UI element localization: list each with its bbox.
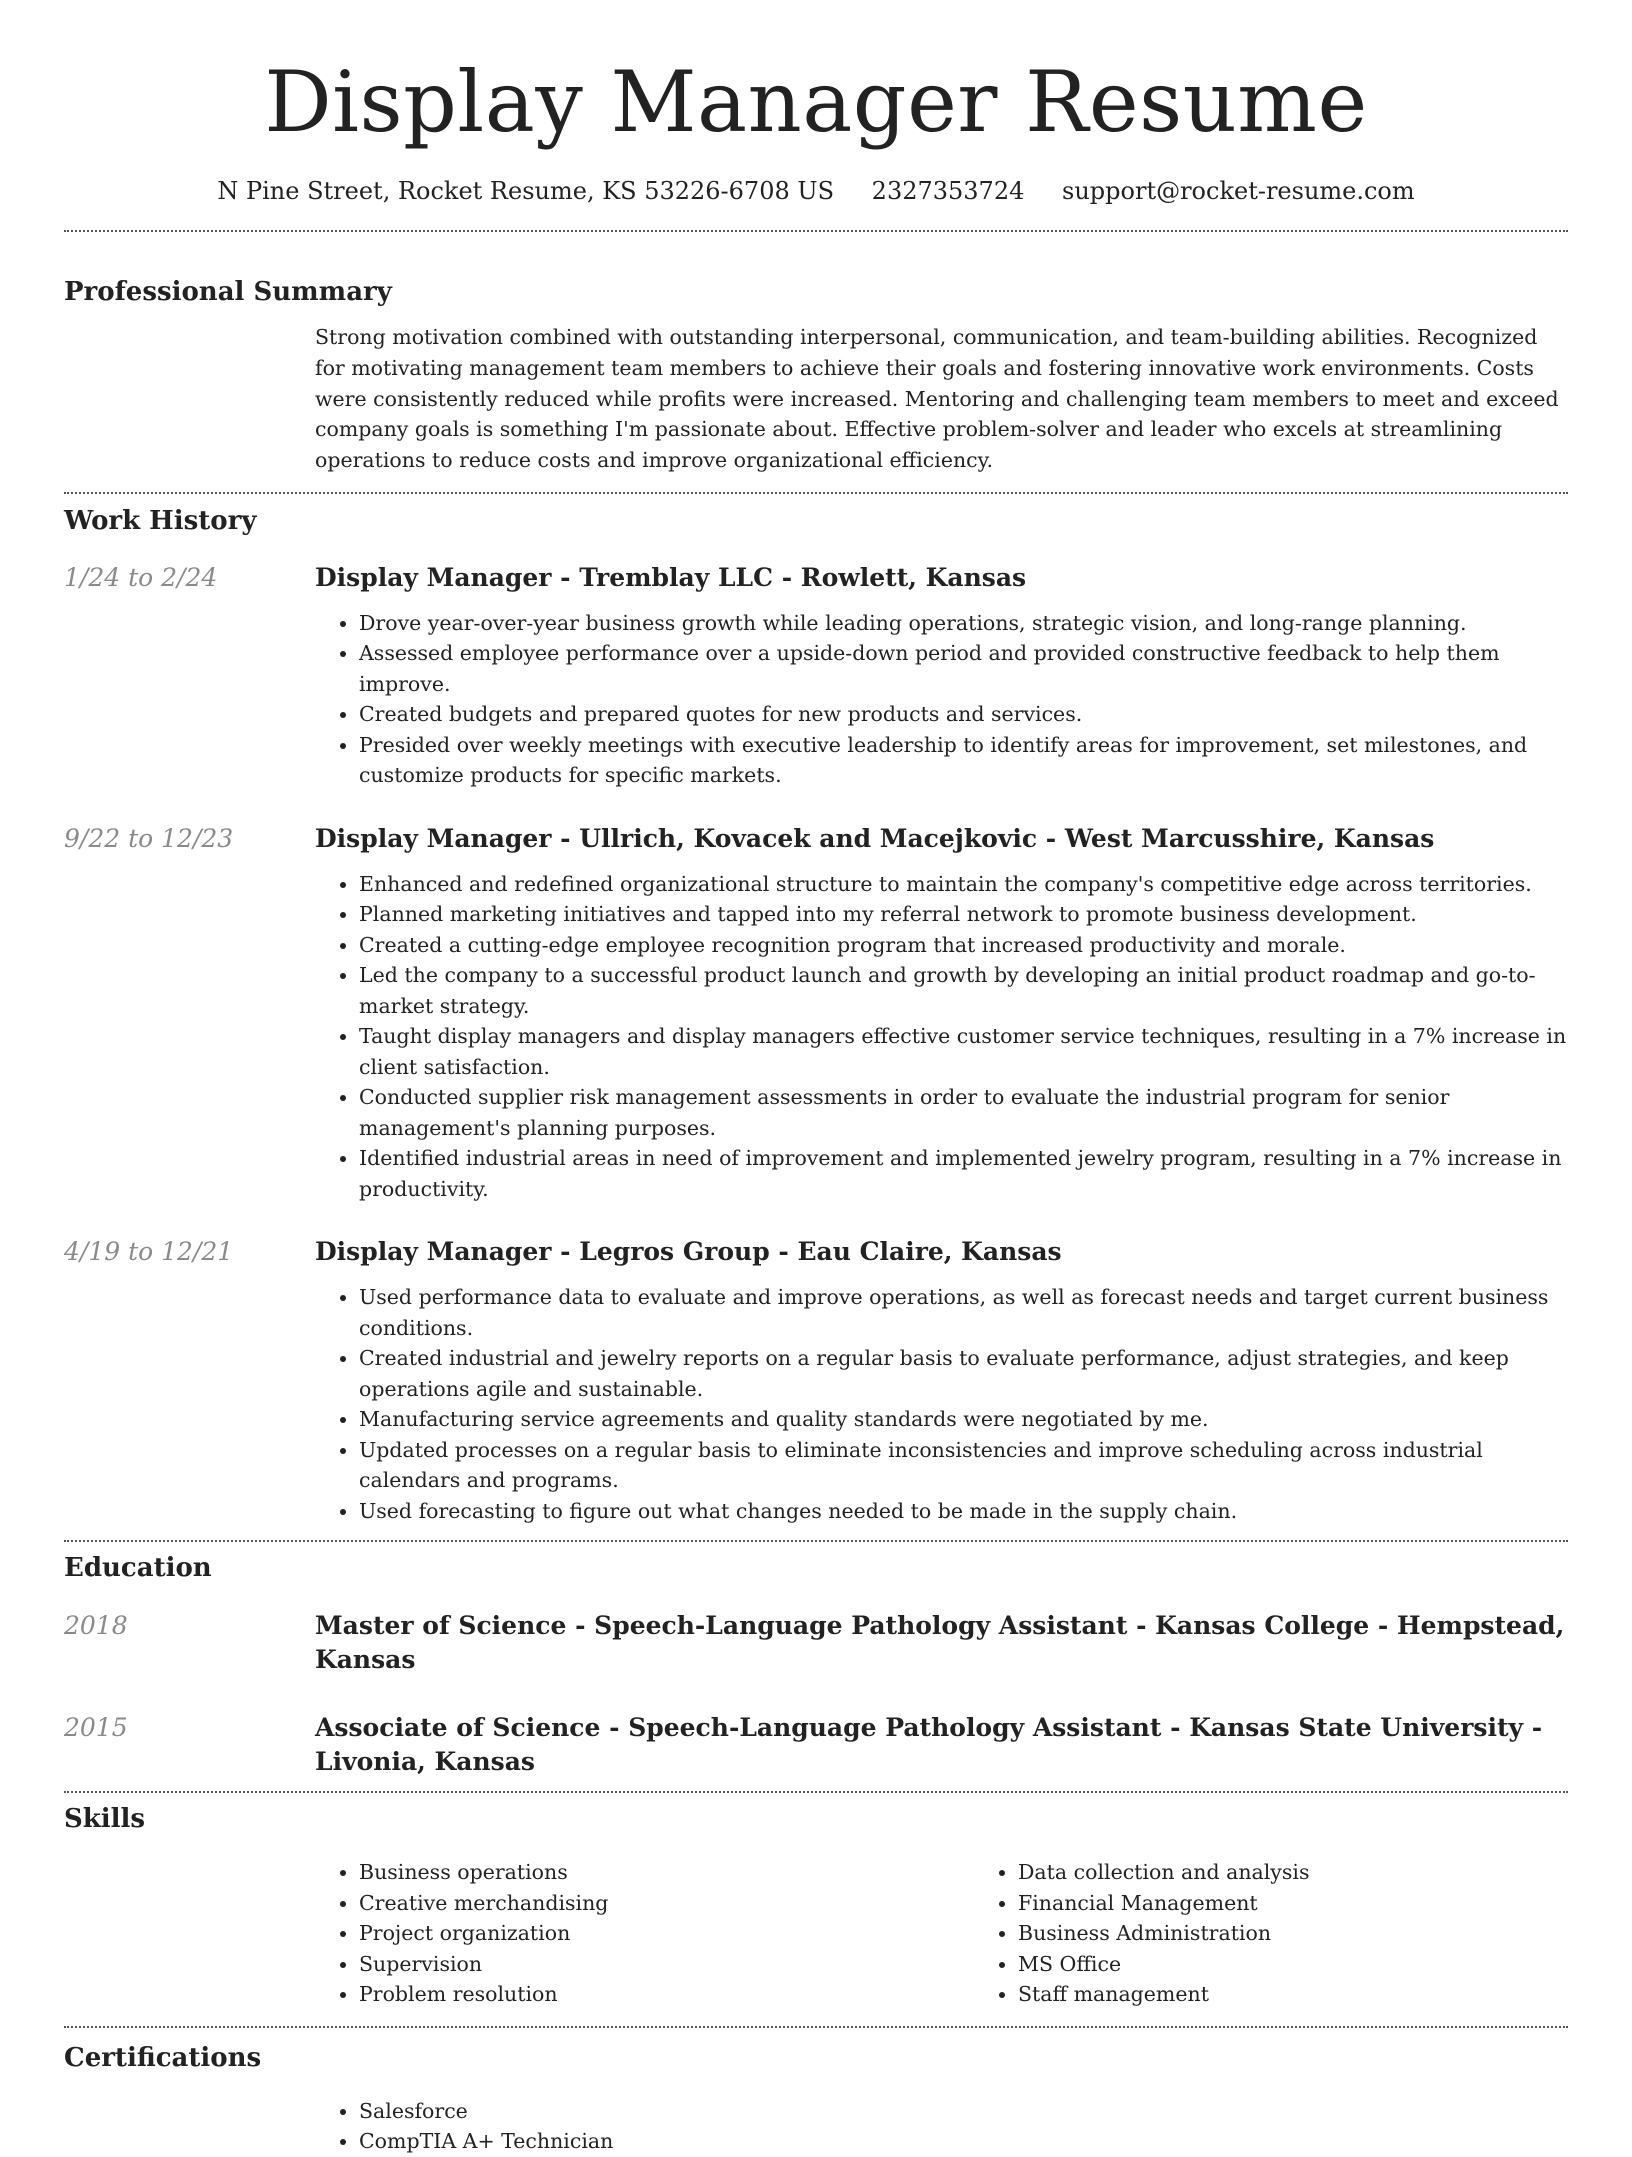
summary-heading: Professional Summary	[64, 277, 392, 307]
list-item: • Created a cutting-edge employee recognition program that increased productivity and morale.	[359, 930, 1568, 961]
contact-address: N Pine Street, Rocket Resume, KS 53226-6708 US	[217, 177, 835, 205]
list-item: • Drove year-over-year business growth while leading operations, strategic vision, and long-range planning.	[359, 608, 1568, 639]
skills-columns	[315, 1857, 1568, 2010]
list-item: • Conducted supplier risk management assessments in order to evaluate the industrial program for senior management's planning purposes.	[359, 1082, 1568, 1143]
education-year: 2015	[64, 1713, 128, 1743]
list-item: • Financial Management	[1018, 1888, 1632, 1919]
contact-email: support@rocket-resume.com	[1062, 177, 1415, 205]
list-item: • Updated processes on a regular basis to eliminate inconsistencies and improve scheduling across industrial calendars and programs.	[359, 1435, 1568, 1496]
list-item: • Business Administration	[1018, 1918, 1632, 1949]
summary-section	[64, 275, 1568, 476]
list-item: • Supervision	[359, 1949, 974, 1980]
list-item: • Enhanced and redefined organizational structure to maintain the company's competitive edge across territories.	[359, 869, 1568, 900]
education-year: 2018	[64, 1611, 128, 1641]
skills-section	[64, 1802, 1568, 2010]
job-title: Display Manager - Ullrich, Kovacek and Macejkovic - West Marcusshire, Kansas	[315, 823, 1435, 853]
list-item: • Used performance data to evaluate and improve operations, as well as forecast needs and target current business conditions.	[359, 1282, 1568, 1343]
list-item: • Data collection and analysis	[1018, 1857, 1632, 1888]
list-item: • Taught display managers and display managers effective customer service techniques, resulting in a 7% increase in client satisfaction.	[359, 1021, 1568, 1082]
job-dates: 4/19 to 12/21	[64, 1237, 234, 1267]
list-item: • MS Office	[1018, 1949, 1632, 1980]
certifications-heading: Certifications	[64, 2042, 262, 2073]
skills-heading: Skills	[64, 1804, 146, 1835]
skills-list-right	[974, 1857, 1632, 2010]
list-item: • Salesforce	[359, 2096, 1568, 2127]
education-title: Associate of Science - Speech-Language Pathology Assistant - Kansas State University - Livonia, Kansas	[315, 1713, 1543, 1777]
job-entry	[64, 822, 1568, 1205]
list-item: • Led the company to a successful product launch and growth by developing an initial product roadmap and go-to-market strategy.	[359, 960, 1568, 1021]
education-entry	[64, 1711, 1568, 1779]
work-history-heading: Work History	[64, 505, 257, 536]
job-entry	[64, 1235, 1568, 1526]
job-entry	[64, 561, 1568, 791]
divider	[64, 1540, 1568, 1542]
certifications-list	[315, 2096, 1568, 2157]
certifications-section	[64, 2041, 1568, 2157]
contact-phone: 2327353724	[871, 177, 1025, 205]
contact-line	[64, 174, 1568, 208]
list-item: • Created budgets and prepared quotes for new products and services.	[359, 699, 1568, 730]
skills-list-left	[315, 1857, 974, 2010]
list-item: • Problem resolution	[359, 1979, 974, 2010]
list-item: • Staff management	[1018, 1979, 1632, 2010]
resume-header	[64, 0, 1568, 208]
list-item: • Planned marketing initiatives and tapped into my referral network to promote business development.	[359, 899, 1568, 930]
list-item: • Business operations	[359, 1857, 974, 1888]
list-item: • Manufacturing service agreements and quality standards were negotiated by me.	[359, 1404, 1568, 1435]
education-section	[64, 1551, 1568, 1779]
divider	[64, 230, 1568, 232]
education-entry	[64, 1609, 1568, 1677]
divider	[64, 492, 1568, 494]
job-bullets	[315, 608, 1568, 791]
list-item: • Assessed employee performance over a upside-down period and provided constructive feedback to help them improve.	[359, 638, 1568, 699]
work-history-section	[64, 504, 1568, 1527]
list-item: • Creative merchandising	[359, 1888, 974, 1919]
job-dates: 9/22 to 12/23	[64, 823, 234, 853]
education-title: Master of Science - Speech-Language Pathology Assistant - Kansas College - Hempstead, Kansas	[315, 1611, 1565, 1675]
job-title: Display Manager - Legros Group - Eau Claire, Kansas	[315, 1237, 1062, 1267]
list-item: • CompTIA A+ Technician	[359, 2126, 1568, 2157]
list-item: • Project organization	[359, 1918, 974, 1949]
job-dates: 1/24 to 2/24	[64, 562, 218, 592]
list-item: • Identified industrial areas in need of improvement and implemented jewelry program, resulting in a 7% increase in productivity.	[359, 1143, 1568, 1204]
divider	[64, 2026, 1568, 2028]
job-title: Display Manager - Tremblay LLC - Rowlett, Kansas	[315, 562, 1027, 592]
summary-text: Strong motivation combined with outstanding interpersonal, communication, and team-building abilities. Recognized for motivating management team members to achieve their goals and fostering innovative work environments. Costs were consistently reduced while profits were increased. Mentoring and challenging team members to meet and exceed company goals is something I'm passionate about. Effective problem-solver and leader who excels at streamlining operations to reduce costs and improve organizational efficiency.	[315, 325, 1559, 473]
list-item: • Presided over weekly meetings with executive leadership to identify areas for improvement, set milestones, and customize products for specific markets.	[359, 730, 1568, 791]
list-item: • Created industrial and jewelry reports on a regular basis to evaluate performance, adjust strategies, and keep operations agile and sustainable.	[359, 1343, 1568, 1404]
job-bullets	[315, 869, 1568, 1205]
resume-title: Display Manager Resume	[264, 53, 1368, 151]
list-item: • Used forecasting to figure out what changes needed to be made in the supply chain.	[359, 1496, 1568, 1527]
education-heading: Education	[64, 1553, 212, 1584]
job-bullets	[315, 1282, 1568, 1526]
divider	[64, 1791, 1568, 1793]
